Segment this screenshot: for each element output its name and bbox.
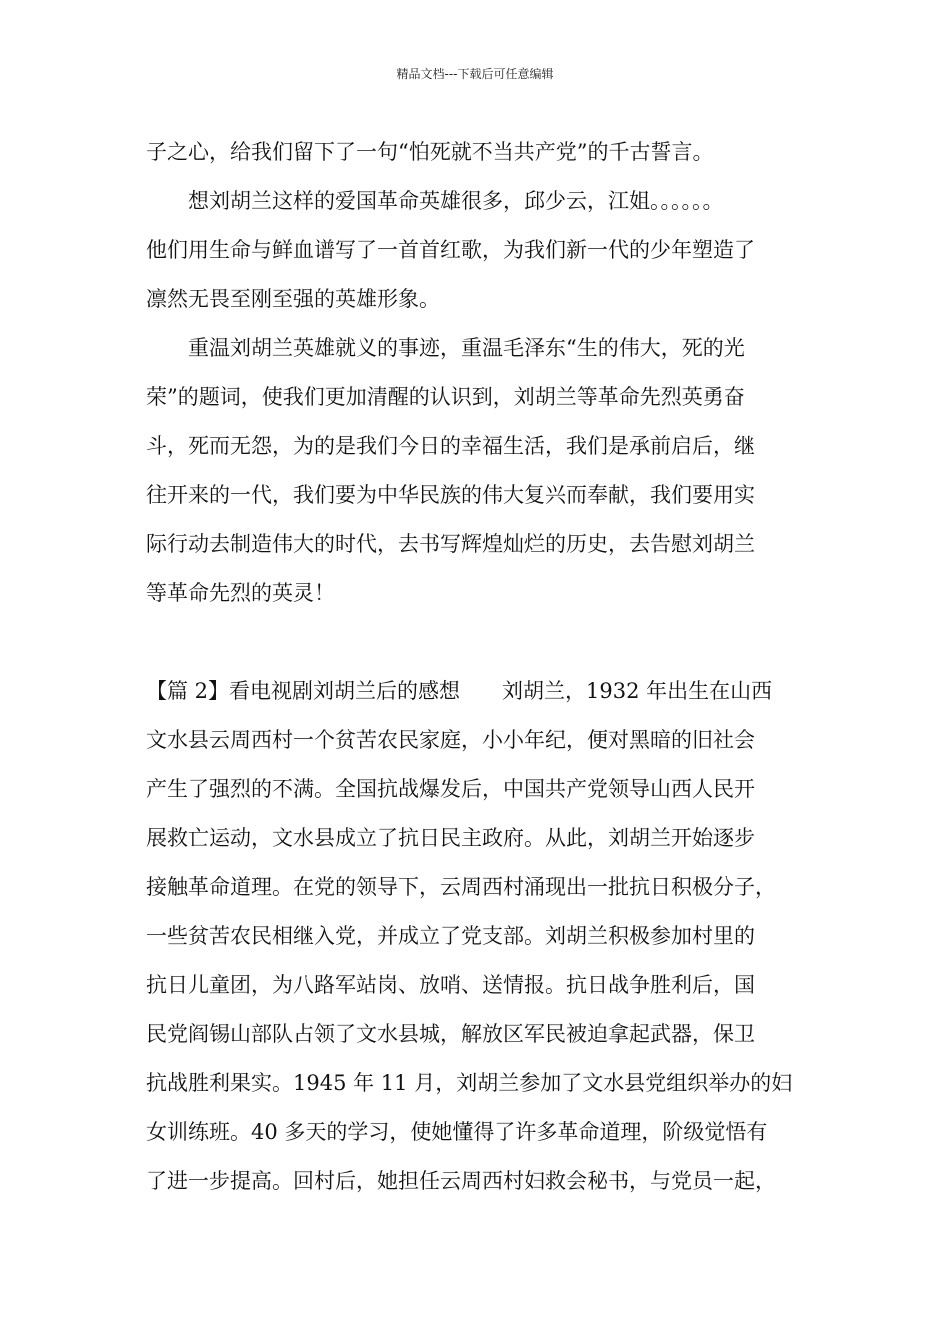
text-line: 了进一步提高。回村后，她担任云周西村妇救会秘书，与党员一起， [146, 1169, 776, 1193]
text-line: 际行动去制造伟大的时代，去书写辉煌灿烂的历史，去告慰刘胡兰 [146, 532, 755, 556]
text-line: 接触革命道理。在党的领导下，云周西村涌现出一批抗日积极分子， [146, 875, 776, 899]
text-line: 斗，死而无怨，为的是我们今日的幸福生活，我们是承前启后，继 [146, 434, 755, 458]
page-header: 精品文档---下载后可任意编辑 [396, 67, 554, 81]
text-line: 重温刘胡兰英雄就义的事迹，重温毛泽东“生的伟大，死的光 [146, 336, 745, 360]
text-line: 凛然无畏至刚至强的英雄形象。 [146, 287, 440, 311]
text-line: 女训练班。40 多天的学习，使她懂得了许多革命道理，阶级觉悟有 [146, 1120, 768, 1144]
text-line: 抗日儿童团，为八路军站岗、放哨、送情报。抗日战争胜利后，国 [146, 973, 755, 997]
section-title-line: 【篇 2】看电视剧刘胡兰后的感想 刘胡兰，1932 年出生在山西 [146, 679, 773, 703]
text-line: 他们用生命与鲜血谱写了一首首红歌，为我们新一代的少年塑造了 [146, 238, 755, 262]
document-body [146, 128, 830, 1206]
paragraph-gap [146, 618, 830, 667]
text-line: 荣”的题词，使我们更加清醒的认识到，刘胡兰等革命先烈英勇奋 [146, 385, 745, 409]
text-line: 一些贫苦农民相继入党，并成立了党支部。刘胡兰积极参加村里的 [146, 924, 755, 948]
text-line: 文水县云周西村一个贫苦农民家庭，小小年纪，便对黑暗的旧社会 [146, 728, 755, 752]
text-line: 产生了强烈的不满。全国抗战爆发后，中国共产党领导山西人民开 [146, 777, 755, 801]
text-line: 子之心，给我们留下了一句“怕死就不当共产党”的千古誓言。 [146, 140, 714, 164]
text-line: 往开来的一代，我们要为中华民族的伟大复兴而奉献，我们要用实 [146, 483, 755, 507]
text-line: 民党阎锡山部队占领了文水县城，解放区军民被迫拿起武器，保卫 [146, 1022, 755, 1046]
text-line: 想刘胡兰这样的爱国革命英雄很多，邱少云，江姐。。。。。。 [146, 189, 724, 213]
text-line: 等革命先烈的英灵！ [146, 581, 335, 605]
text-line: 抗战胜利果实。1945 年 11 月，刘胡兰参加了文水县党组织举办的妇 [146, 1071, 793, 1095]
text-line: 展救亡运动，文水县成立了抗日民主政府。从此，刘胡兰开始逐步 [146, 826, 755, 850]
